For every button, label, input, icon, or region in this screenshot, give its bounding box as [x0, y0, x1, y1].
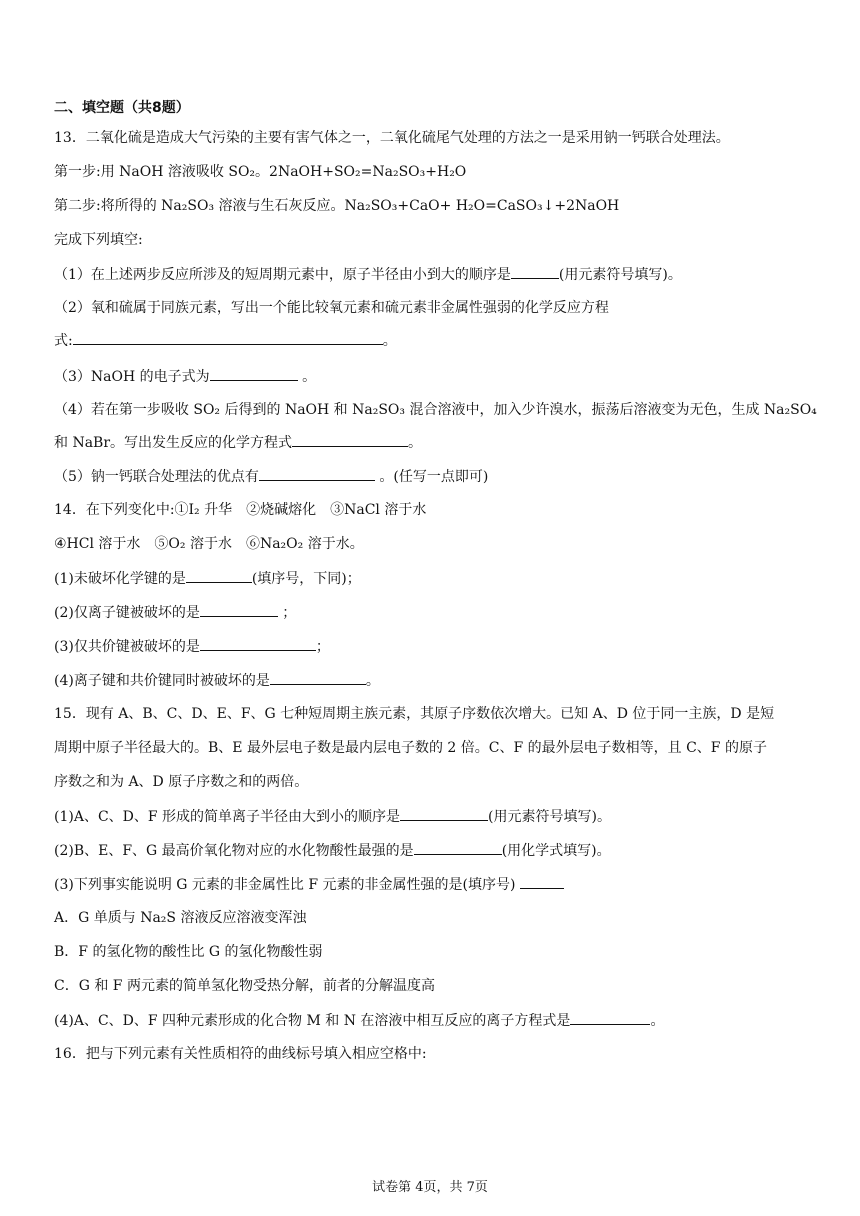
answer-blank[interactable]	[570, 1010, 650, 1025]
q15-part1: (1)A、C、D、F 形成的简单离子半径由大到小的顺序是 (用元素符号填写)。	[54, 806, 611, 827]
q15-stem-3: 序数之和为 A、D 原子序数之和的两倍。	[54, 774, 309, 790]
q15-part2: (2)B、E、F、G 最高价氧化物对应的水化物酸性最强的是 (用化学式填写)。	[54, 840, 611, 861]
q14-part4: (4)离子键和共价键同时被破坏的是 。	[54, 670, 380, 691]
q13-part5: （5）钠一钙联合处理法的优点有 。(任写一点即可)	[54, 466, 488, 487]
q13-part4-cont: 和 NaBr。写出发生反应的化学方程式 。	[54, 432, 422, 453]
answer-blank[interactable]	[73, 330, 383, 345]
q13-part2: （2）氧和硫属于同族元素，写出一个能比较氧元素和硫元素非金属性强弱的化学反应方程	[54, 300, 609, 316]
answer-blank[interactable]	[511, 264, 559, 279]
q14-part3: (3)仅共价键被破坏的是 ；	[54, 636, 330, 657]
answer-blank[interactable]	[210, 366, 298, 381]
q15-option-a: A．G 单质与 Na₂S 溶液反应溶液变浑浊	[54, 910, 307, 926]
answer-blank[interactable]	[200, 602, 278, 617]
q14-stem: 14．在下列变化中:①I₂ 升华 ②烧碱熔化 ③NaCl 溶于水	[54, 502, 427, 518]
q16-stem: 16．把与下列元素有关性质相符的曲线标号填入相应空格中:	[54, 1046, 427, 1062]
page-footer: 试卷第 4页，共 7页	[372, 1180, 488, 1195]
answer-blank[interactable]	[200, 636, 316, 651]
q15-option-b: B．F 的氢化物的酸性比 G 的氢化物酸性弱	[54, 944, 323, 960]
q14-part1: (1)未破坏化学键的是 (填序号，下同)；	[54, 568, 361, 589]
q15-stem-2: 周期中原子半径最大的。B、E 最外层电子数是最内层电子数的 2 倍。C、F 的最外层电子数相等，且 C、F 的原子	[54, 740, 767, 756]
q13-stem: 13．二氧化硫是造成大气污染的主要有害气体之一，二氧化硫尾气处理的方法之一是采用钠一钙联合处理法。	[54, 130, 730, 146]
answer-blank[interactable]	[292, 432, 408, 447]
q13-instruction: 完成下列填空:	[54, 232, 143, 248]
answer-blank[interactable]	[414, 840, 502, 855]
q15-stem: 15．现有 A、B、C、D、E、F、G 七种短周期主族元素，其原子序数依次增大。已知 A、D 位于同一主族，D 是短	[54, 706, 775, 722]
q14-part2: (2)仅离子键被破坏的是 ；	[54, 602, 296, 623]
q13-step1: 第一步:用 NaOH 溶液吸收 SO₂。2NaOH+SO₂=Na₂SO₃+H₂O	[54, 164, 467, 180]
q13-part2-cont: 式: 。	[54, 330, 397, 351]
q15-part3: (3)下列事实能说明 G 元素的非金属性比 F 元素的非金属性强的是(填序号)	[54, 874, 564, 895]
q13-part4: （4）若在第一步吸收 SO₂ 后得到的 NaOH 和 Na₂SO₃ 混合溶液中，加入少许溴水，振荡后溶液变为无色，生成 Na₂SO₄	[54, 402, 817, 418]
q15-option-c: C．G 和 F 两元素的简单氢化物受热分解，前者的分解温度高	[54, 978, 435, 994]
answer-blank[interactable]	[270, 670, 366, 685]
q14-stem-cont: ④HCl 溶于水 ⑤O₂ 溶于水 ⑥Na₂O₂ 溶于水。	[54, 536, 364, 552]
answer-blank[interactable]	[259, 466, 375, 481]
answer-blank[interactable]	[186, 568, 252, 583]
q13-part3: （3）NaOH 的电子式为 。	[54, 366, 316, 387]
answer-blank[interactable]	[520, 874, 564, 889]
q13-step2: 第二步:将所得的 Na₂SO₃ 溶液与生石灰反应。Na₂SO₃+CaO+ H₂O=CaSO₃↓+2NaOH	[54, 198, 620, 214]
section-title: 二、填空题（共8题）	[54, 100, 190, 116]
answer-blank[interactable]	[400, 806, 488, 821]
q13-part1: （1）在上述两步反应所涉及的短周期元素中，原子半径由小到大的顺序是 (用元素符号填写)。	[54, 264, 682, 285]
q15-part4: (4)A、C、D、F 四种元素形成的化合物 M 和 N 在溶液中相互反应的离子方程式是 。	[54, 1010, 664, 1031]
